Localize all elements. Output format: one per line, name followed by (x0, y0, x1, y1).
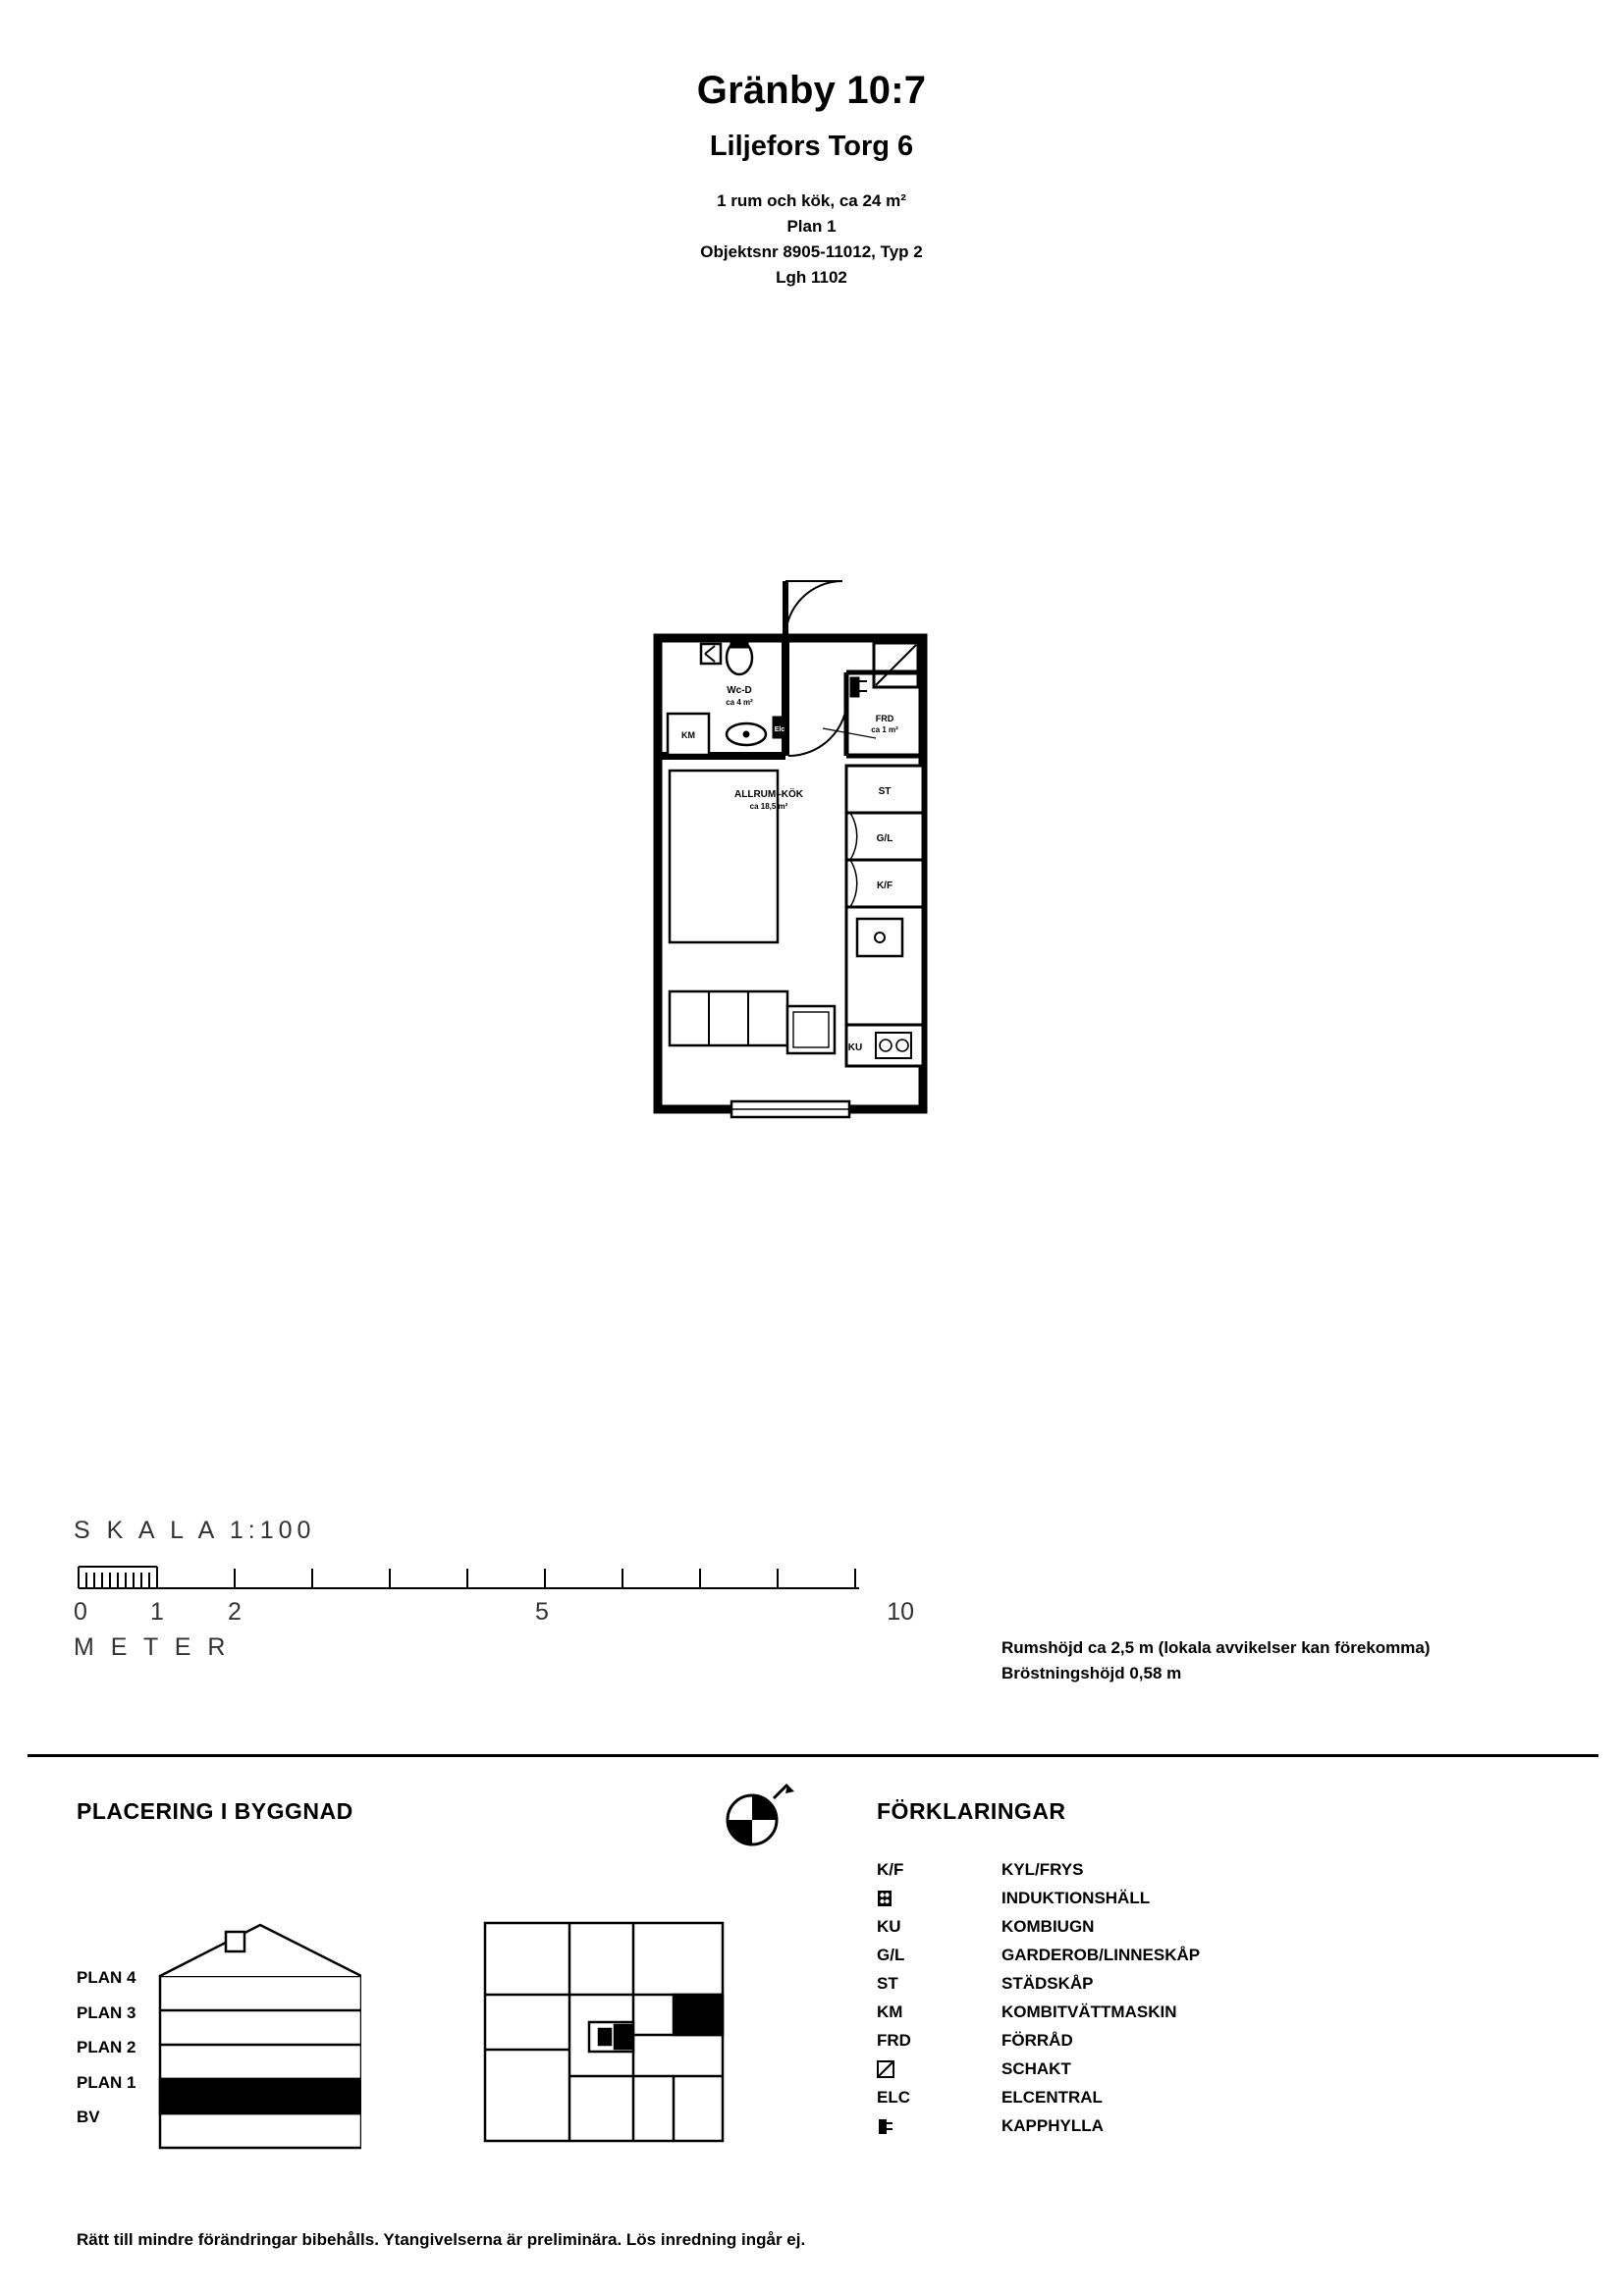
plan-fixture-kf: K/F (876, 881, 893, 891)
legend-row (877, 1998, 1200, 2026)
legend-row (877, 1969, 1200, 1998)
floor-label-plan2: PLAN 2 (77, 2038, 136, 2056)
plan-room-frd-area: ca 1 m² (871, 725, 898, 734)
page-title: Gränby 10:7 (696, 69, 927, 112)
coat-rack-icon (877, 2117, 1001, 2135)
scale-tick-5: 5 (535, 1598, 549, 1626)
plan-fixture-km: KM (681, 730, 695, 740)
legend-row (877, 2026, 1200, 2055)
legend-abbr: K/F (877, 1859, 904, 1879)
legend-abbr: G/L (877, 1945, 905, 1964)
plan-fixture-gl: G/L (876, 833, 893, 844)
legend-desc: KOMBITVÄTTMASKIN (1001, 2002, 1177, 2021)
legend-abbr: FRD (877, 2030, 911, 2050)
legend-abbr: KM (877, 2002, 903, 2021)
legend-desc: KAPPHYLLA (1001, 2115, 1104, 2135)
plan-room-wc-area: ca 4 m² (726, 698, 753, 707)
legend-row (877, 1884, 1200, 1912)
legend-desc: INDUKTIONSHÄLL (1001, 1888, 1151, 1907)
floor-label-plan1: PLAN 1 (77, 2072, 136, 2092)
legend-row (877, 2083, 1200, 2111)
meta-floor: Plan 1 (786, 217, 837, 236)
legend-abbr: ST (877, 1973, 898, 1993)
legend-abbr: KU (877, 1916, 901, 1936)
meta-object: Objektsnr 8905-11012, Typ 2 (700, 242, 923, 261)
plan-room-allrum-area: ca 18,5 m² (749, 802, 788, 811)
section-divider (27, 1754, 1598, 1757)
site-plan-diagram (481, 1919, 727, 2150)
shaft-icon (877, 2060, 1001, 2078)
room-height-line1: Rumshöjd ca 2,5 m (lokala avvikelser kan förekomma) (1001, 1638, 1431, 1657)
legend-row (877, 2055, 1200, 2083)
plan-room-frd-label: FRD (875, 714, 894, 723)
legend-desc: KYL/FRYS (1001, 1859, 1084, 1879)
floor-label-bv: BV (77, 2108, 100, 2126)
page-header (0, 69, 1623, 291)
legend-row (877, 1912, 1200, 1941)
scale-unit-label: M E T E R (74, 1633, 231, 1661)
scale-title: S K A L A 1:100 (74, 1517, 316, 1544)
page-subtitle: Liljefors Torg 6 (709, 131, 914, 162)
legend-desc: STÄDSKÅP (1001, 1973, 1094, 1993)
floor-plan-drawing (628, 560, 1001, 1207)
legend-row (877, 2111, 1200, 2140)
placering-heading: PLACERING I BYGGNAD (77, 1798, 353, 1824)
plan-fixture-elc: Elc (774, 726, 785, 733)
compass-icon (717, 1777, 795, 1855)
plan-room-allrum-label: ALLRUM–KÖK (734, 789, 803, 800)
room-height-line2: Bröstningshöjd 0,58 m (1001, 1664, 1182, 1682)
floor-label-list (77, 1960, 135, 2135)
legend-row (877, 1941, 1200, 1969)
legend-desc: ELCENTRAL (1001, 2087, 1103, 2107)
scale-bar (74, 1517, 957, 1662)
plan-fixture-ku: KU (847, 1042, 863, 1053)
scale-tick-0: 0 (74, 1598, 87, 1626)
induction-hob-icon (877, 1890, 1001, 1907)
legend-desc: GARDEROB/LINNESKÅP (1001, 1945, 1201, 1964)
scale-tick-10: 10 (887, 1598, 914, 1626)
floor-label-plan3: PLAN 3 (77, 2002, 136, 2022)
footnote: Rätt till mindre förändringar bibehålls. Ytangivelserna är preliminära. Lös inredning ingår ej. (77, 2230, 806, 2249)
forklaringar-heading: FÖRKLARINGAR (877, 1798, 1066, 1824)
legend-desc: FÖRRÅD (1001, 2030, 1073, 2050)
plan-room-wc-label: Wc-D (727, 685, 752, 696)
floor-label-plan4: PLAN 4 (77, 1968, 136, 1987)
meta-area: 1 rum och kök, ca 24 m² (717, 191, 906, 210)
legend-list (877, 1855, 1200, 2140)
room-height-info (1001, 1635, 1431, 1686)
legend-desc: KOMBIUGN (1001, 1916, 1095, 1936)
legend-row (877, 1855, 1200, 1884)
scale-tick-1: 1 (150, 1598, 164, 1626)
legend-abbr: ELC (877, 2087, 910, 2107)
legend-desc: SCHAKT (1001, 2058, 1071, 2078)
scale-ruler (74, 1559, 879, 1598)
meta-apartment: Lgh 1102 (776, 268, 847, 287)
plan-fixture-st: ST (878, 786, 892, 797)
scale-tick-2: 2 (228, 1598, 242, 1626)
